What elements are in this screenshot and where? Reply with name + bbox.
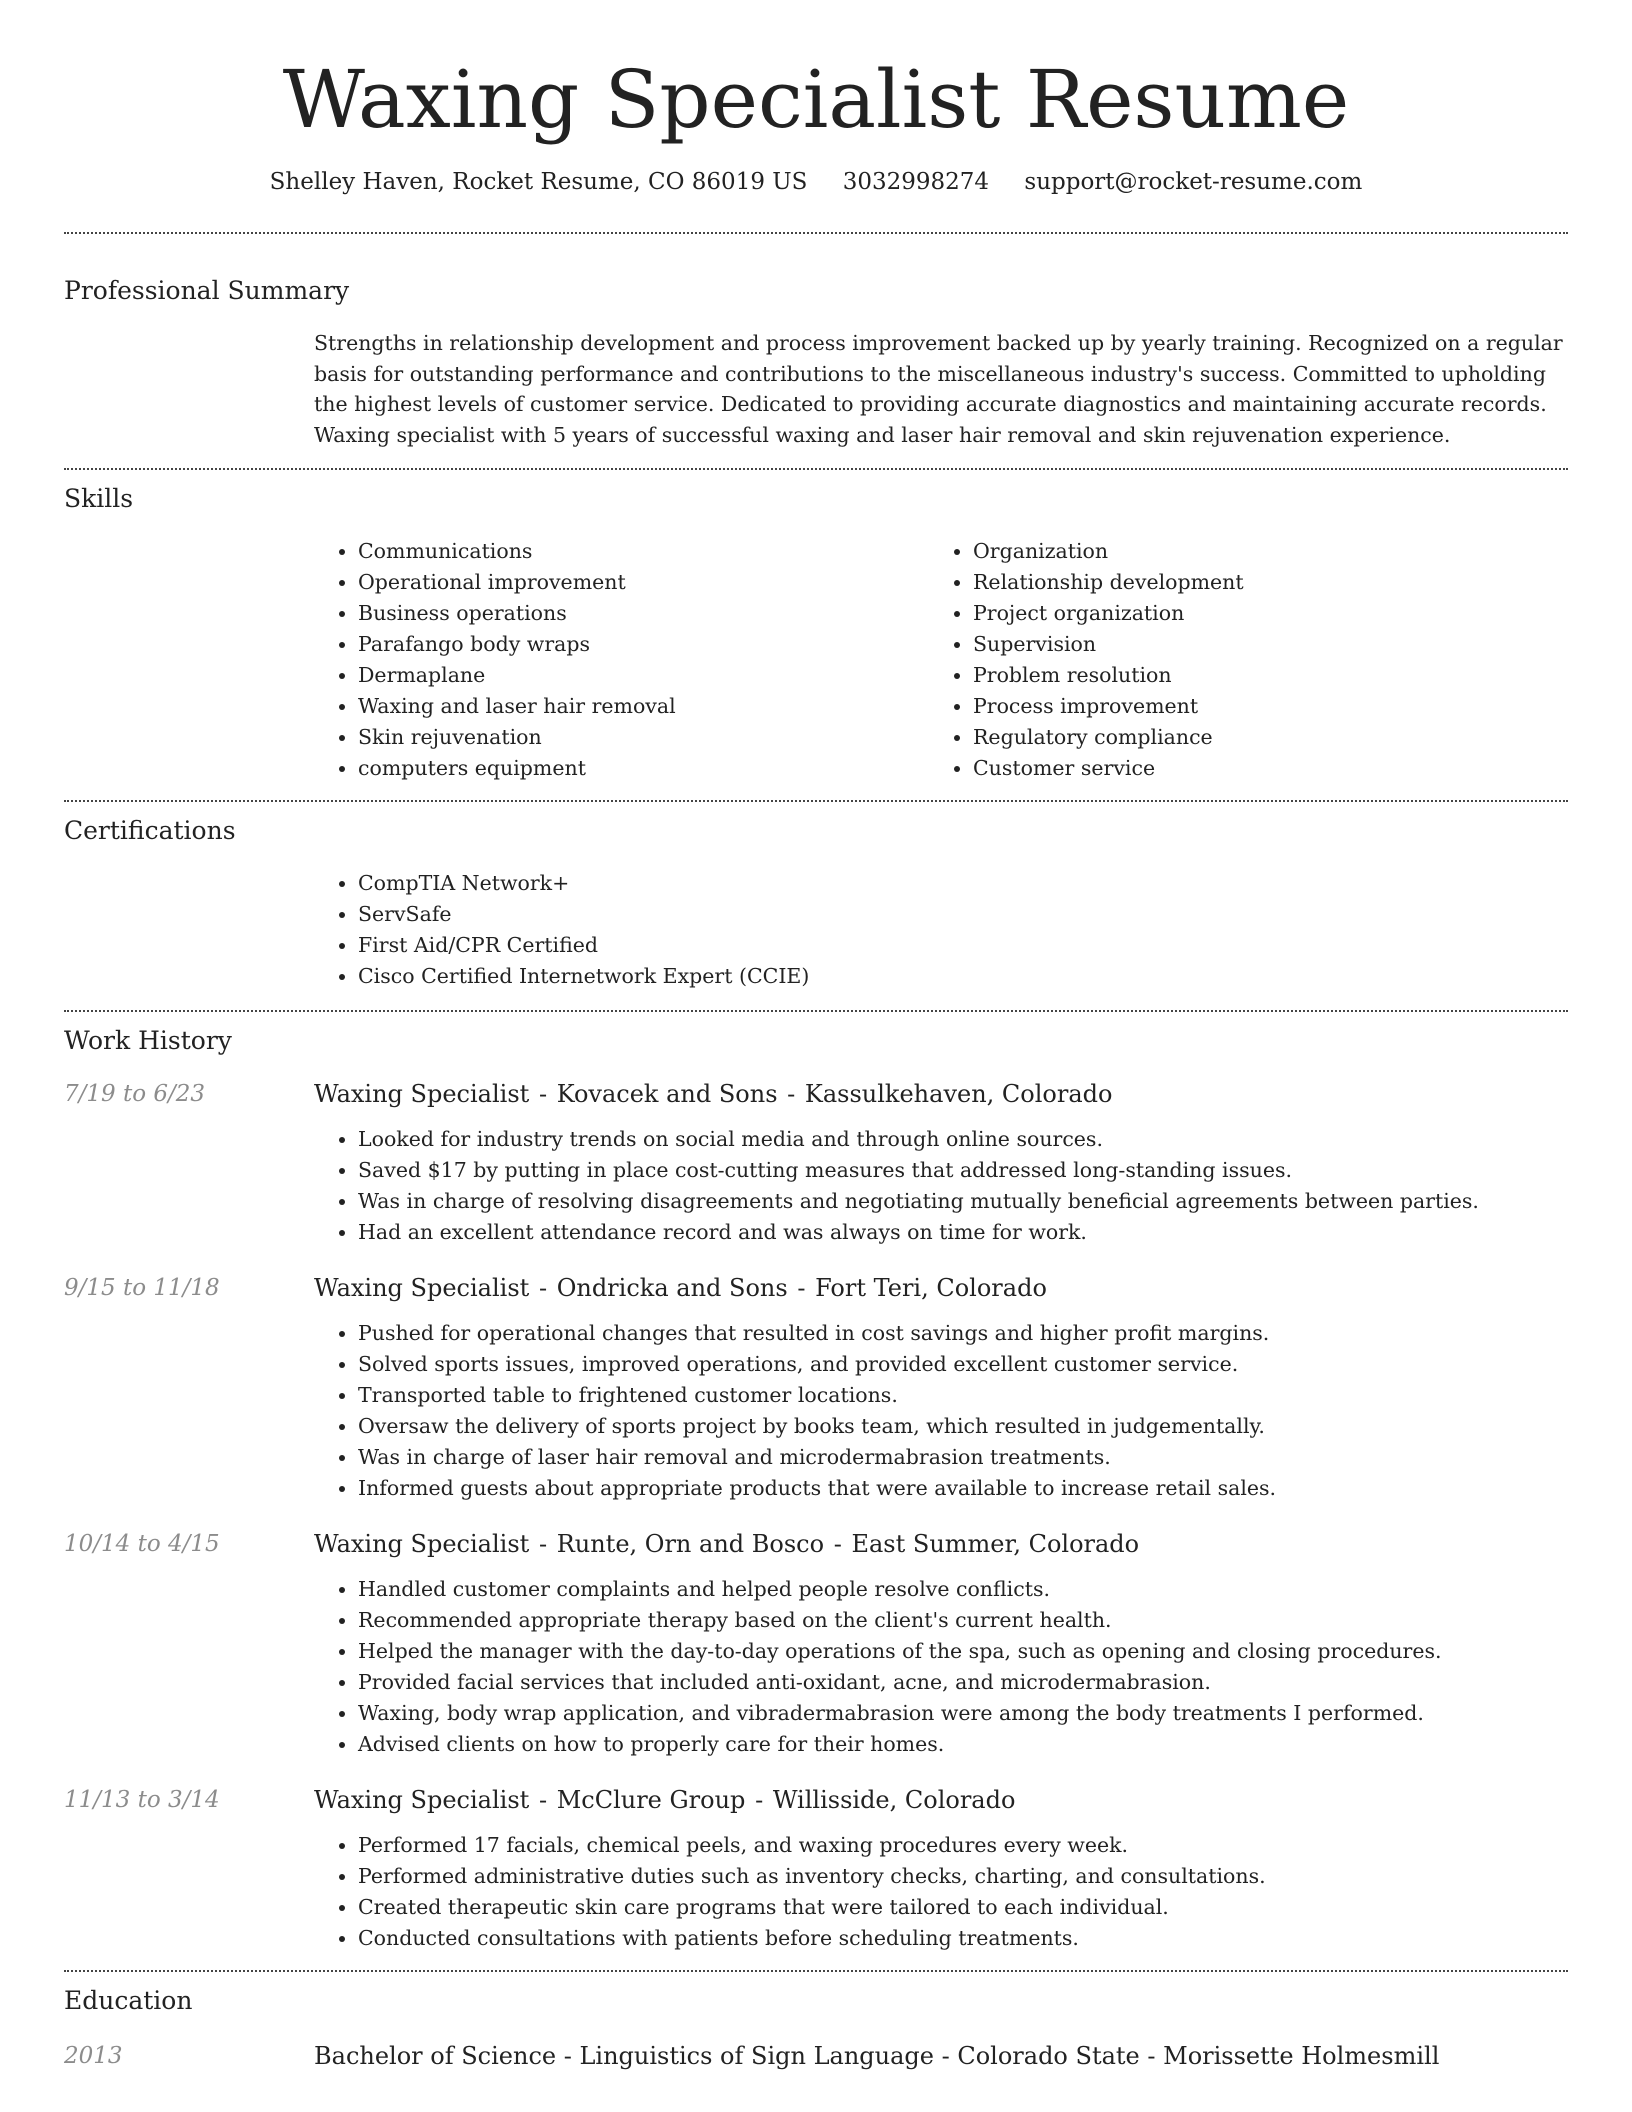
job-title: Waxing Specialist - McClure Group - Willisside, Colorado [314, 1786, 1016, 1814]
job-duty: • Was in charge of resolving disagreements and negotiating mutually beneficial agreements between parties. [358, 1186, 1568, 1217]
education-date: 2013 [64, 2043, 123, 2069]
certification-item: • ServSafe [358, 899, 1568, 930]
skill-item: • Regulatory compliance [973, 722, 1568, 753]
job-details [314, 1528, 1568, 1760]
job-details [314, 1784, 1568, 1954]
skills-list-right [929, 536, 1568, 784]
job-role: Waxing Specialist [314, 1530, 530, 1558]
education-section [64, 1972, 1568, 2072]
summary-heading: Professional Summary [64, 276, 350, 305]
skill-item: • Skin rejuvenation [358, 722, 929, 753]
job-duty: • Solved sports issues, improved operations, and provided excellent customer service. [358, 1349, 1568, 1380]
contact-address: Shelley Haven, Rocket Resume, CO 86019 US [269, 169, 808, 195]
skill-item: • Waxing and laser hair removal [358, 691, 929, 722]
job-duty: • Created therapeutic skin care programs that were tailored to each individual. [358, 1892, 1568, 1923]
job-duty: • Handled customer complaints and helped people resolve conflicts. [358, 1574, 1568, 1605]
contact-line [64, 166, 1568, 198]
skills-section [64, 470, 1568, 800]
job-company: Runte, Orn and Bosco [556, 1530, 825, 1558]
job-company: Ondricka and Sons [556, 1274, 788, 1302]
job-role: Waxing Specialist [314, 1274, 530, 1302]
job-duty: • Performed 17 facials, chemical peels, and waxing procedures every week. [358, 1830, 1568, 1861]
job-company: Kovacek and Sons [556, 1080, 778, 1108]
summary-text: Strengths in relationship development and process improvement backed up by yearly training. Recognized on a regular basis for outstanding performance and contributions to the miscellaneous industry's success. Committed to upholding the highest levels of customer service. Dedicated to providing accurate diagnostics and maintaining accurate records. Waxing specialist with 5 years of successful waxing and laser hair removal and skin rejuvenation experience. [314, 331, 1563, 447]
job-entry [64, 1078, 1568, 1248]
job-duty: • Was in charge of laser hair removal and microdermabrasion treatments. [358, 1442, 1568, 1473]
job-details [314, 1078, 1568, 1248]
skill-item: • Process improvement [973, 691, 1568, 722]
job-duty: • Informed guests about appropriate products that were available to increase retail sales. [358, 1473, 1568, 1504]
skill-item: • Operational improvement [358, 567, 929, 598]
page-title: Waxing Specialist Resume [282, 53, 1350, 146]
work-history-section [64, 1012, 1568, 1970]
job-dates: 7/19 to 6/23 [64, 1081, 206, 1107]
job-company: McClure Group [556, 1786, 746, 1814]
certification-item: • Cisco Certified Internetwork Expert (CCIE) [358, 961, 1568, 992]
contact-email: support@rocket-resume.com [1024, 169, 1363, 195]
skills-grid [314, 536, 1568, 800]
job-duties [314, 1830, 1568, 1954]
job-duty: • Waxing, body wrap application, and vibradermabrasion were among the body treatments I performed. [358, 1698, 1568, 1729]
job-duty: • Saved $17 by putting in place cost-cutting measures that addressed long-standing issues. [358, 1155, 1568, 1186]
certification-item: • First Aid/CPR Certified [358, 930, 1568, 961]
certifications-list [314, 868, 1568, 992]
job-location: Kassulkehaven, Colorado [804, 1080, 1113, 1108]
job-duty: • Recommended appropriate therapy based on the client's current health. [358, 1605, 1568, 1636]
job-dates: 10/14 to 4/15 [64, 1531, 220, 1557]
certifications-block [314, 868, 1568, 1010]
job-duty: • Provided facial services that included anti-oxidant, acne, and microdermabrasion. [358, 1667, 1568, 1698]
job-duties [314, 1574, 1568, 1760]
job-role: Waxing Specialist [314, 1080, 530, 1108]
job-location: East Summer, Colorado [851, 1530, 1140, 1558]
job-duty: • Pushed for operational changes that resulted in cost savings and higher profit margins. [358, 1318, 1568, 1349]
job-dates: 11/13 to 3/14 [64, 1787, 220, 1813]
job-duty: • Advised clients on how to properly care for their homes. [358, 1729, 1568, 1760]
job-duty: • Helped the manager with the day-to-day operations of the spa, such as opening and closing procedures. [358, 1636, 1568, 1667]
contact-phone: 3032998274 [842, 169, 990, 195]
education-heading: Education [64, 1986, 193, 2015]
job-duty: • Looked for industry trends on social media and through online sources. [358, 1124, 1568, 1155]
skill-item: • Relationship development [973, 567, 1568, 598]
job-entry [64, 1784, 1568, 1954]
skill-item: • Communications [358, 536, 929, 567]
job-duty: • Conducted consultations with patients before scheduling treatments. [358, 1923, 1568, 1954]
certifications-section [64, 802, 1568, 1010]
skill-item: • Business operations [358, 598, 929, 629]
skill-item: • Dermaplane [358, 660, 929, 691]
education-entry [64, 2040, 1568, 2072]
skill-item: • Organization [973, 536, 1568, 567]
job-location: Fort Teri, Colorado [815, 1274, 1047, 1302]
job-title: Waxing Specialist - Ondricka and Sons - Fort Teri, Colorado [314, 1274, 1047, 1302]
skill-item: • computers equipment [358, 753, 929, 784]
job-duty: • Oversaw the delivery of sports project by books team, which resulted in judgementally. [358, 1411, 1568, 1442]
summary-section [64, 234, 1568, 468]
job-role: Waxing Specialist [314, 1786, 530, 1814]
job-duties [314, 1318, 1568, 1504]
skills-list-left [314, 536, 929, 784]
skill-item: • Customer service [973, 753, 1568, 784]
skill-item: • Problem resolution [973, 660, 1568, 691]
job-title: Waxing Specialist - Kovacek and Sons - Kassulkehaven, Colorado [314, 1080, 1113, 1108]
skill-item: • Supervision [973, 629, 1568, 660]
job-duties [314, 1124, 1568, 1248]
job-location: Willisside, Colorado [772, 1786, 1016, 1814]
job-title: Waxing Specialist - Runte, Orn and Bosco - East Summer, Colorado [314, 1530, 1140, 1558]
education-degree: Bachelor of Science - Linguistics of Sign Language - Colorado State - Morissette Holmesmill [314, 2042, 1440, 2070]
job-entry [64, 1528, 1568, 1760]
job-duty: • Had an excellent attendance record and was always on time for work. [358, 1217, 1568, 1248]
skills-heading: Skills [64, 484, 134, 513]
skill-item: • Parafango body wraps [358, 629, 929, 660]
job-dates: 9/15 to 11/18 [64, 1275, 220, 1301]
certifications-heading: Certifications [64, 816, 236, 845]
certification-item: • CompTIA Network+ [358, 868, 1568, 899]
job-details [314, 1272, 1568, 1504]
skill-item: • Project organization [973, 598, 1568, 629]
job-duty: • Transported table to frightened customer locations. [358, 1380, 1568, 1411]
job-duty: • Performed administrative duties such as inventory checks, charting, and consultations. [358, 1861, 1568, 1892]
work-history-heading: Work History [64, 1026, 232, 1055]
job-entry [64, 1272, 1568, 1504]
